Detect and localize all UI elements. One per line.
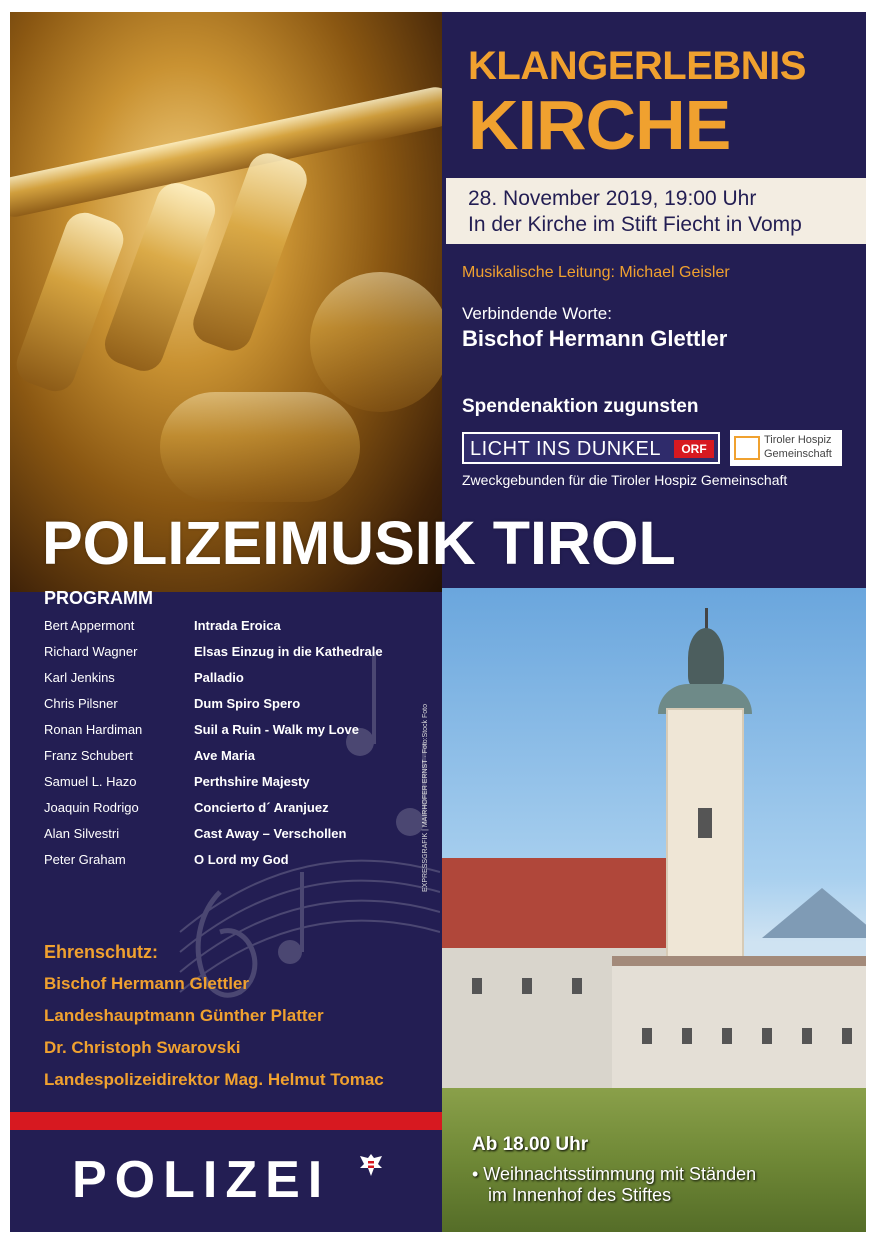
austrian-eagle-icon [356, 1150, 386, 1180]
composer: Bert Appermont [44, 618, 135, 633]
program-row [44, 618, 444, 638]
composer: Franz Schubert [44, 748, 133, 763]
composer: Joaquin Rodrigo [44, 800, 139, 815]
words-speaker: Bischof Hermann Glettler [462, 326, 728, 351]
hospiz-line2: Gemeinschaft [764, 448, 832, 460]
program-row [44, 748, 444, 768]
earmarked-text: Zweckgebunden für die Tiroler Hospiz Gemeinschaft [462, 472, 788, 488]
title-line2: KIRCHE [468, 86, 731, 164]
patronage-title: Ehrenschutz: [44, 942, 159, 962]
program-row [44, 696, 444, 716]
composer: Chris Pilsner [44, 696, 118, 711]
composer: Peter Graham [44, 852, 126, 867]
title-panel [446, 12, 866, 182]
hospiz-line1: Tiroler Hospiz [764, 434, 832, 446]
event-location: In der Kirche im Stift Fiecht in Vomp [468, 213, 802, 236]
church-photo [442, 588, 866, 1232]
musical-direction: Musikalische Leitung: Michael Geisler [462, 264, 730, 281]
program-row [44, 826, 444, 846]
program-row [44, 670, 444, 690]
piece: Ave Maria [194, 748, 255, 763]
poster [10, 12, 866, 1232]
piece: Intrada Eroica [194, 618, 281, 633]
patronage-item: Landeshauptmann Günther Platter [44, 1006, 324, 1025]
piece: Concierto d´ Aranjuez [194, 800, 329, 815]
patronage-item: Dr. Christoph Swarovski [44, 1038, 241, 1057]
licht-ins-dunkel-text: LICHT INS DUNKEL [470, 438, 662, 460]
date-box [446, 178, 866, 244]
piece: Dum Spiro Spero [194, 696, 301, 711]
program-title: PROGRAMM [44, 588, 153, 608]
piece: Cast Away – Verschollen [194, 826, 347, 841]
piece: Suil a Ruin - Walk my Love [194, 722, 359, 737]
program-row [44, 644, 444, 664]
composer: Samuel L. Hazo [44, 774, 137, 789]
licht-ins-dunkel-logo [462, 432, 720, 464]
hospiz-logo-icon [734, 436, 760, 460]
title-line1: KLANGERLEBNIS [468, 44, 806, 88]
bullet-line2: im Innenhof des Stiftes [488, 1185, 672, 1205]
event-date: 28. November 2019, 19:00 Uhr [468, 187, 757, 210]
from-time: Ab 18.00 Uhr [472, 1134, 589, 1155]
program-row [44, 722, 444, 742]
program-row [44, 852, 444, 872]
composer: Ronan Hardiman [44, 722, 143, 737]
program-row [44, 774, 444, 794]
brass-instrument-photo [10, 12, 442, 592]
red-strip [10, 1112, 442, 1130]
orf-logo: ORF [674, 440, 714, 458]
composer: Richard Wagner [44, 644, 138, 659]
polizei-logo-text: POLIZEI [72, 1151, 331, 1209]
piece: Palladio [194, 670, 244, 685]
composer: Alan Silvestri [44, 826, 120, 841]
piece: O Lord my God [194, 852, 289, 867]
donation-title: Spendenaktion zugunsten [462, 396, 699, 417]
program-row [44, 800, 444, 820]
piece: Perthshire Majesty [194, 774, 310, 789]
bullet-line1: • Weihnachtsstimmung mit Ständen [472, 1164, 757, 1184]
words-label: Verbindende Worte: [462, 304, 612, 323]
piece: Elsas Einzug in die Kathedrale [194, 644, 383, 659]
headline: POLIZEIMUSIK TIROL [42, 509, 676, 577]
patronage-item: Landespolizeidirektor Mag. Helmut Tomac [44, 1070, 384, 1089]
patronage-item: Bischof Hermann Glettler [44, 974, 249, 993]
hospiz-logo [730, 430, 842, 466]
photo-credit: EXPRESSGRAFIK | MAIRHOFER ERNST · Foto:Stock Foto [422, 703, 429, 892]
composer: Karl Jenkins [44, 670, 115, 685]
